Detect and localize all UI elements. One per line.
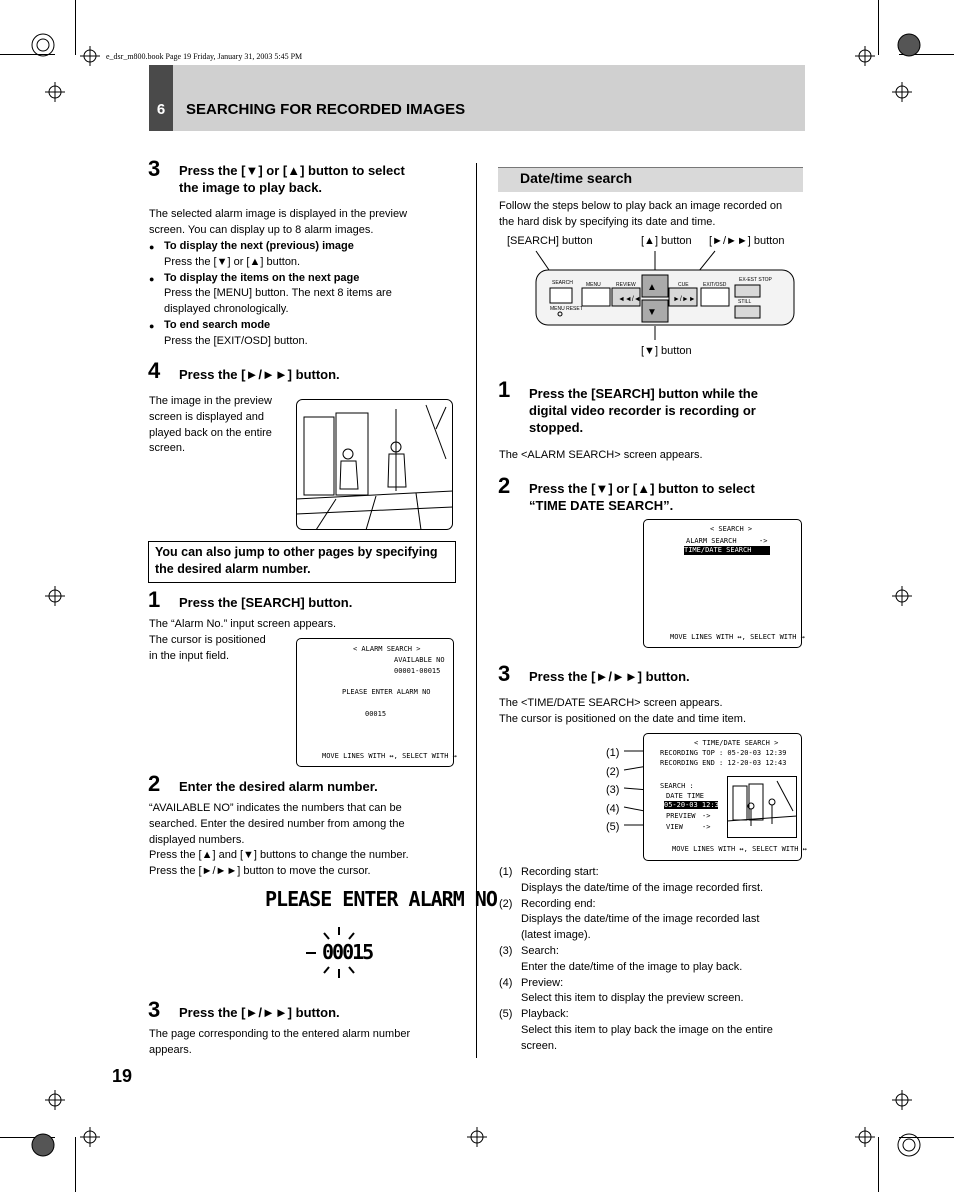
step-heading: Press the [►/►►] button. (179, 367, 340, 382)
step-body: The <ALARM SEARCH> screen appears. (499, 449, 703, 461)
step-number: 2 (148, 771, 161, 796)
step-heading: Press the [►/►►] button. (529, 669, 690, 684)
search-menu-screen: < SEARCH > ALARM SEARCH -> TIME/DATE SEARCH -> MOVE LINES WITH ↔, SELECT WITH ↔ (643, 519, 802, 648)
svg-text:EX-EST STOP: EX-EST STOP (739, 277, 772, 283)
file-info: e_dsr_m800.book Page 19 Friday, January 31, 2003 5:45 PM (106, 52, 303, 61)
bullet-title: ● To display the next (previous) image (164, 239, 392, 255)
front-panel-illustration (530, 248, 800, 340)
playback-illustration (296, 399, 453, 530)
bullet-list: ● To display the next (previous) image Press the [▼] or [▲] button. ● To display the items on the next page Press the [MENU] button. The next 8 items are displayed chronologically. ● To end search mode Press the [EXIT/OSD] button. (164, 239, 392, 350)
page-title: SEARCHING FOR RECORDED IMAGES (186, 101, 466, 118)
step-heading: Press the [▼] or [▲] button to select “TIME DATE SEARCH”. (529, 481, 755, 513)
big-value: 00015 (322, 940, 373, 964)
panel-search-label: SEARCH (552, 280, 573, 286)
step-number: 4 (148, 358, 161, 383)
callout-up: [▲] button (641, 235, 692, 247)
alarm-search-screen: < ALARM SEARCH > AVAILABLE NO 00001-00015 PLEASE ENTER ALARM NO 00015 MOVE LINES WITH ↔, SELECT WITH ↔ (296, 638, 454, 767)
callout-down: [▼] button (641, 345, 692, 357)
svg-text:▼: ▼ (647, 307, 657, 318)
step-body: “AVAILABLE NO” indicates the numbers that can be searched. Enter the desired number from among the displayed numbers. Press the [▲] and [▼] buttons to change the number. Press the [►/►►] button to move the cursor. (149, 802, 409, 878)
svg-text:▲: ▲ (647, 282, 657, 293)
jump-note-box: You can also jump to other pages by specifying the desired alarm number. (148, 541, 456, 583)
column-divider (476, 163, 477, 1058)
callout-play: [►/►►] button (709, 235, 785, 247)
step-number: 1 (148, 587, 161, 612)
step-body: The <TIME/DATE SEARCH> screen appears. The cursor is positioned on the date and time item. (499, 697, 747, 725)
svg-text:CUE: CUE (678, 282, 689, 288)
step-body: The “Alarm No.” input screen appears. The cursor is positioned in the input field. (149, 618, 337, 662)
svg-text:EXIT/OSD: EXIT/OSD (703, 282, 727, 288)
svg-text:MENU: MENU (586, 282, 601, 288)
step-heading: Press the [▼] or [▲] button to select the image to play back. (179, 163, 405, 195)
step-number: 3 (498, 661, 511, 686)
item-list: (1) Recording start: Displays the date/time of the image recorded first. (2) Recording end: Displays the date/time of the image recorded last (latest image). (3) Search: Enter the date/time of the image to play back. (4) Preview: Select this item to display the preview screen. (5) Playback: Select this item to play back the image on the entire screen. (499, 866, 773, 1052)
svg-text:MENU RESET: MENU RESET (550, 306, 583, 312)
step-body: The page corresponding to the entered alarm number appears. (149, 1028, 411, 1056)
section-intro: Follow the steps below to play back an image recorded on the hard disk by specifying its date and time. (499, 200, 783, 228)
step-number: 3 (148, 156, 161, 181)
step-body: The selected alarm image is displayed in the preview screen. You can display up to 8 alarm images. (149, 208, 408, 236)
svg-text:◄◄/◄: ◄◄/◄ (618, 296, 641, 303)
callout-search: [SEARCH] button (507, 235, 593, 247)
time-date-search-screen: < TIME/DATE SEARCH > RECORDING TOP : 05-20-03 12:39 RECORDING END : 12-20-03 12:43 SEARCH : DATE TIME 05-20-03 12:39 PREVIEW -> VIEW -> MOVE LINES WITH ↔, SELECT WITH ↔ (643, 733, 802, 861)
screen-callout-labels: (1) (2) (3) (4) (5) (606, 747, 620, 833)
page-number: 19 (112, 1066, 133, 1086)
step-number: 2 (498, 473, 511, 498)
step-heading: Press the [SEARCH] button. (179, 595, 353, 610)
step-heading: Press the [►/►►] button. (179, 1005, 340, 1020)
svg-text:REVIEW: REVIEW (616, 282, 636, 288)
svg-text:►/►►: ►/►► (673, 296, 696, 303)
step-number: 3 (148, 997, 161, 1022)
chapter-number: 6 (149, 65, 173, 131)
bullet-title: ● To end search mode (164, 318, 392, 334)
step-heading: Press the [SEARCH] button while the digital video recorder is recording or stopped. (529, 386, 758, 435)
step-number: 1 (498, 377, 511, 402)
section-title: Date/time search (520, 170, 633, 186)
bullet-title: ● To display the items on the next page (164, 271, 392, 287)
step-body: The image in the preview screen is displayed and played back on the entire screen. (149, 395, 272, 455)
header-bar (149, 65, 805, 131)
big-prompt: PLEASE ENTER ALARM NO (265, 887, 497, 911)
step-heading: Enter the desired alarm number. (179, 779, 378, 794)
preview-thumbnail (727, 776, 797, 838)
svg-text:STILL: STILL (738, 299, 752, 305)
